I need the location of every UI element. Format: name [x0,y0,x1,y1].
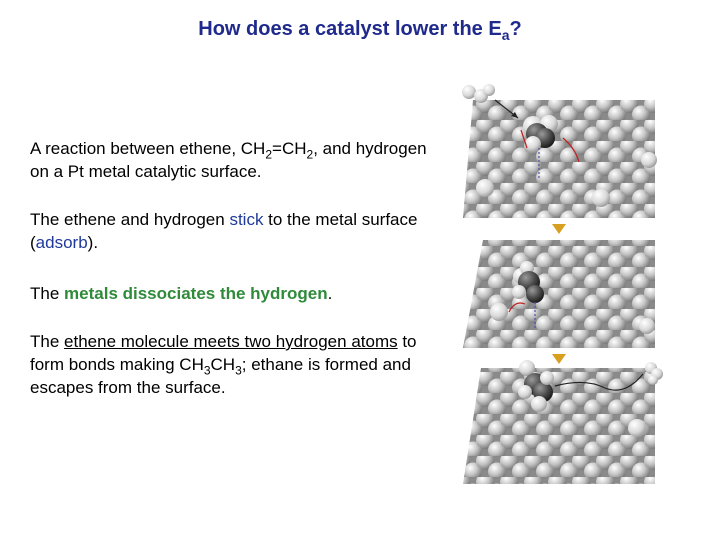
down-arrow-icon [552,224,566,234]
paragraph-reaction: A reaction between ethene, $CH_2=CH_2$, and hydrogen on a Pt metal catalytic surface. [30,139,427,181]
paragraph-adsorb: The ethene and hydrogen stick to the metal surface (adsorb). [30,210,418,252]
panel-dissociation [463,240,655,348]
panel-adsorption [462,84,657,218]
platinum-surface-icon [463,100,655,218]
panel-ethane-release [463,360,663,484]
platinum-surface-icon [463,240,655,348]
paragraph-dissociate: The metals dissociates the hydrogen. [30,284,333,303]
catalysis-illustration [455,78,665,514]
page-title: How does a catalyst lower the $E_a$? [198,18,522,43]
paragraph-ethane: The ethene molecule meets two hydrogen atoms to form bonds making $CH_3CH_3$; ethane is formed and escapes from the surface. [30,332,417,397]
down-arrow-icon [552,354,566,364]
